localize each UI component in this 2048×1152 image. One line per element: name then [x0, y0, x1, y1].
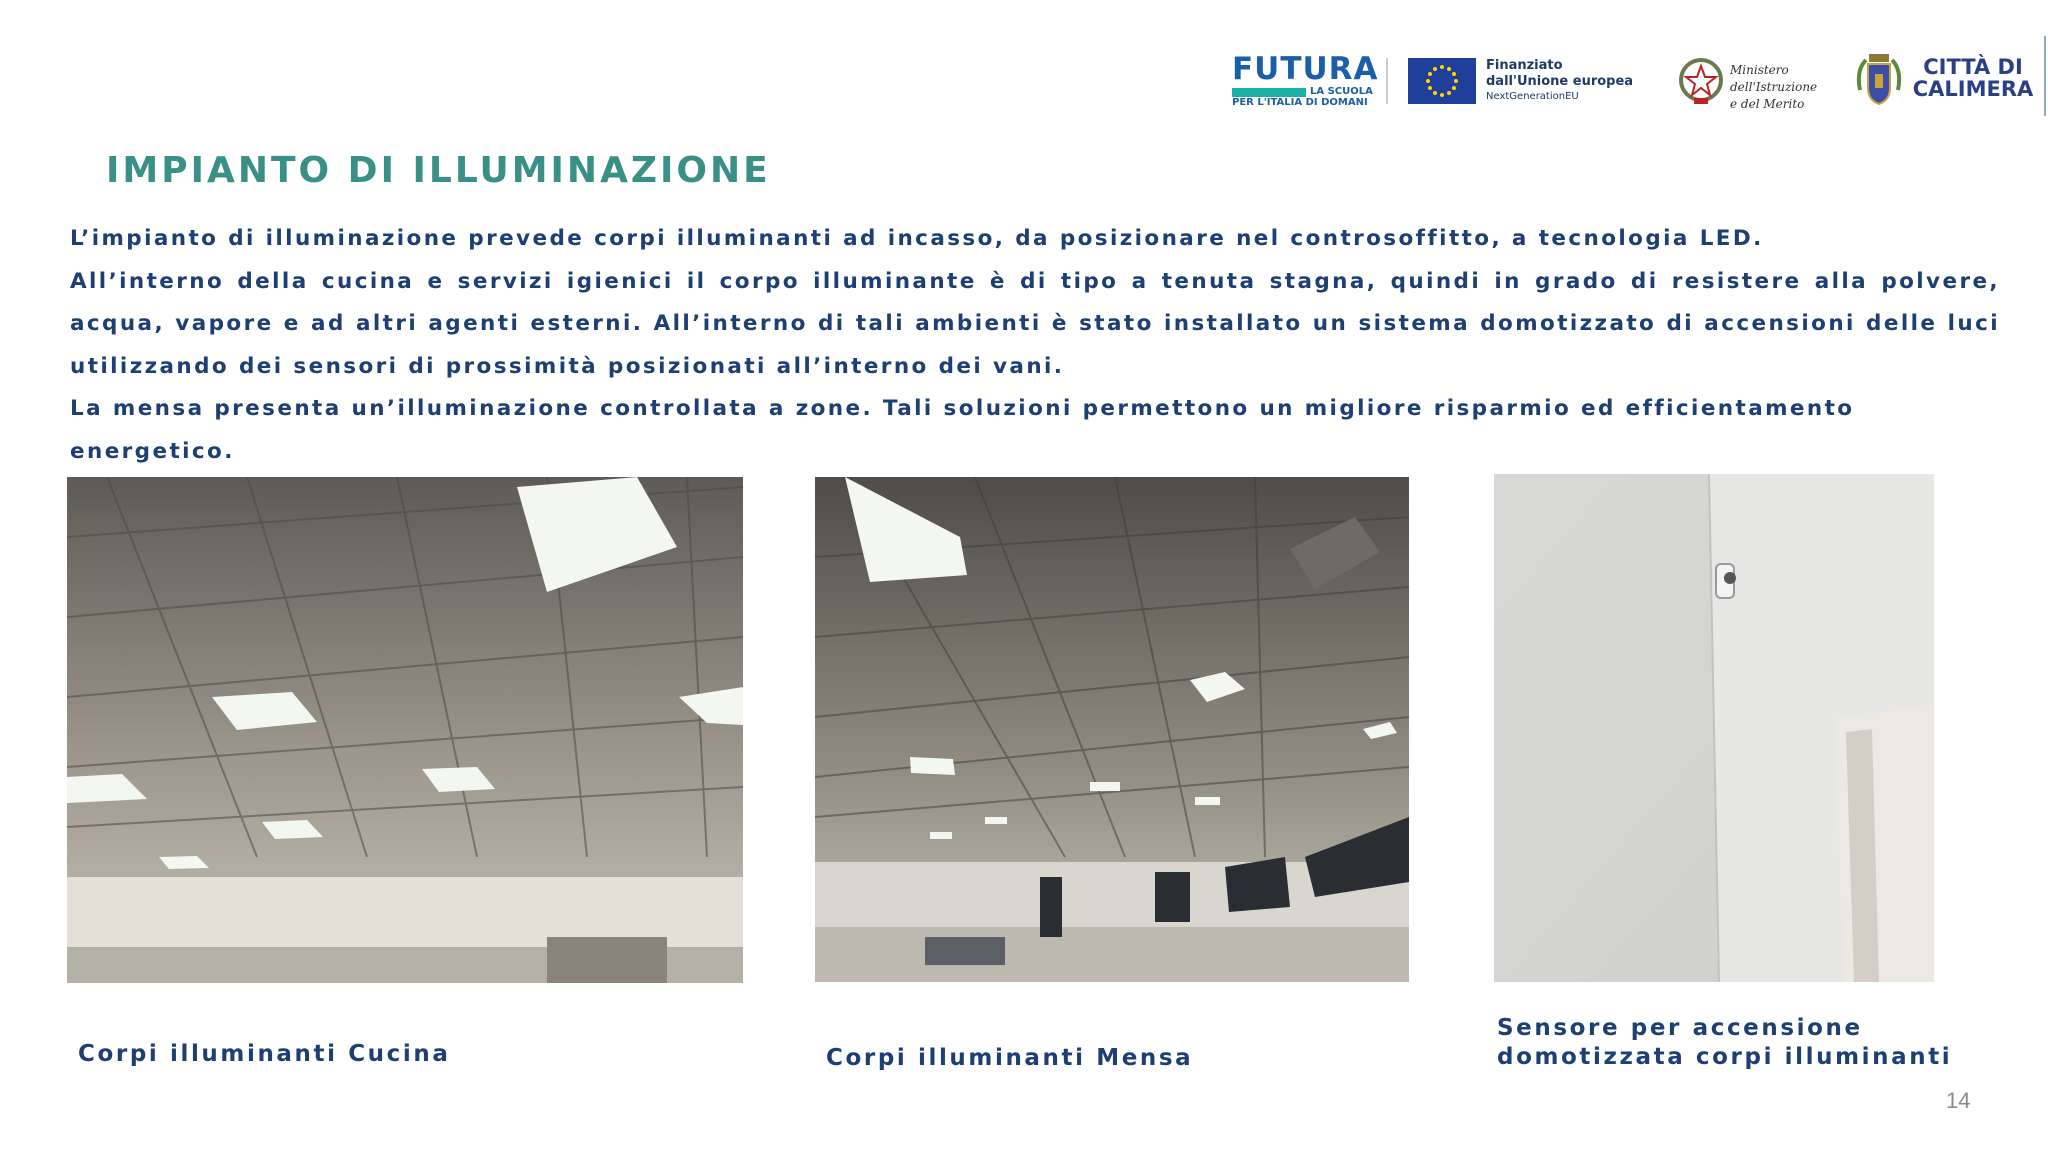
paragraph-3: La mensa presenta un’illuminazione controllata a zone. Tali soluzioni permettono un migliore risparmio ed efficientamento energetico. [70, 396, 1855, 464]
city-crest-icon [1854, 50, 1904, 114]
eu-funding-text: Finanziato dall'Unione europea NextGenerationEU [1486, 58, 1634, 102]
caption-kitchen: Corpi illuminanti Cucina [78, 1041, 451, 1067]
logo-divider [1386, 58, 1388, 104]
futura-logo [1232, 51, 1382, 114]
slide-body [70, 218, 2000, 473]
photo-canteen-lights [815, 477, 1409, 982]
header-edge-line [2044, 36, 2046, 116]
photo-proximity-sensor [1494, 474, 1934, 982]
futura-bar [1232, 88, 1306, 97]
futura-wordmark: FUTURA [1232, 51, 1379, 87]
paragraph-2: All’interno della cucina e servizi igienici il corpo illuminante è di tipo a tenuta stagna, quindi in grado di resistere alla polvere, acqua, vapore e ad altri agenti esterni. All’interno di tali ambienti è stato installato un sistema domotizzato di accensioni delle luci utilizzando dei sensori di prossimità posizionati all’interno dei vani. [70, 268, 2000, 379]
ministry-logo-text: Ministero dell'Istruzione e del Merito [1730, 63, 1818, 111]
paragraph-1: L’impianto di illuminazione prevede corpi illuminanti ad incasso, da posizionare nel controsoffitto, a tecnologia LED. [70, 226, 1764, 251]
caption-canteen: Corpi illuminanti Mensa [826, 1045, 1194, 1071]
slide-title: IMPIANTO DI ILLUMINAZIONE [106, 150, 771, 191]
header-logos [1218, 44, 2048, 124]
eu-flag-icon [1408, 58, 1476, 104]
photo-kitchen-lights [67, 477, 743, 983]
page-number: 14 [1946, 1088, 1971, 1113]
city-name: CITTÀ DI CALIMERA [1912, 55, 2034, 101]
futura-subtitle-1: LA SCUOLA [1310, 86, 1373, 97]
caption-sensor: Sensore per accensione domotizzata corpi illuminanti [1497, 1015, 1953, 1070]
futura-subtitle-2: PER L'ITALIA DI DOMANI [1232, 97, 1368, 108]
italian-emblem-icon [1678, 56, 1724, 106]
